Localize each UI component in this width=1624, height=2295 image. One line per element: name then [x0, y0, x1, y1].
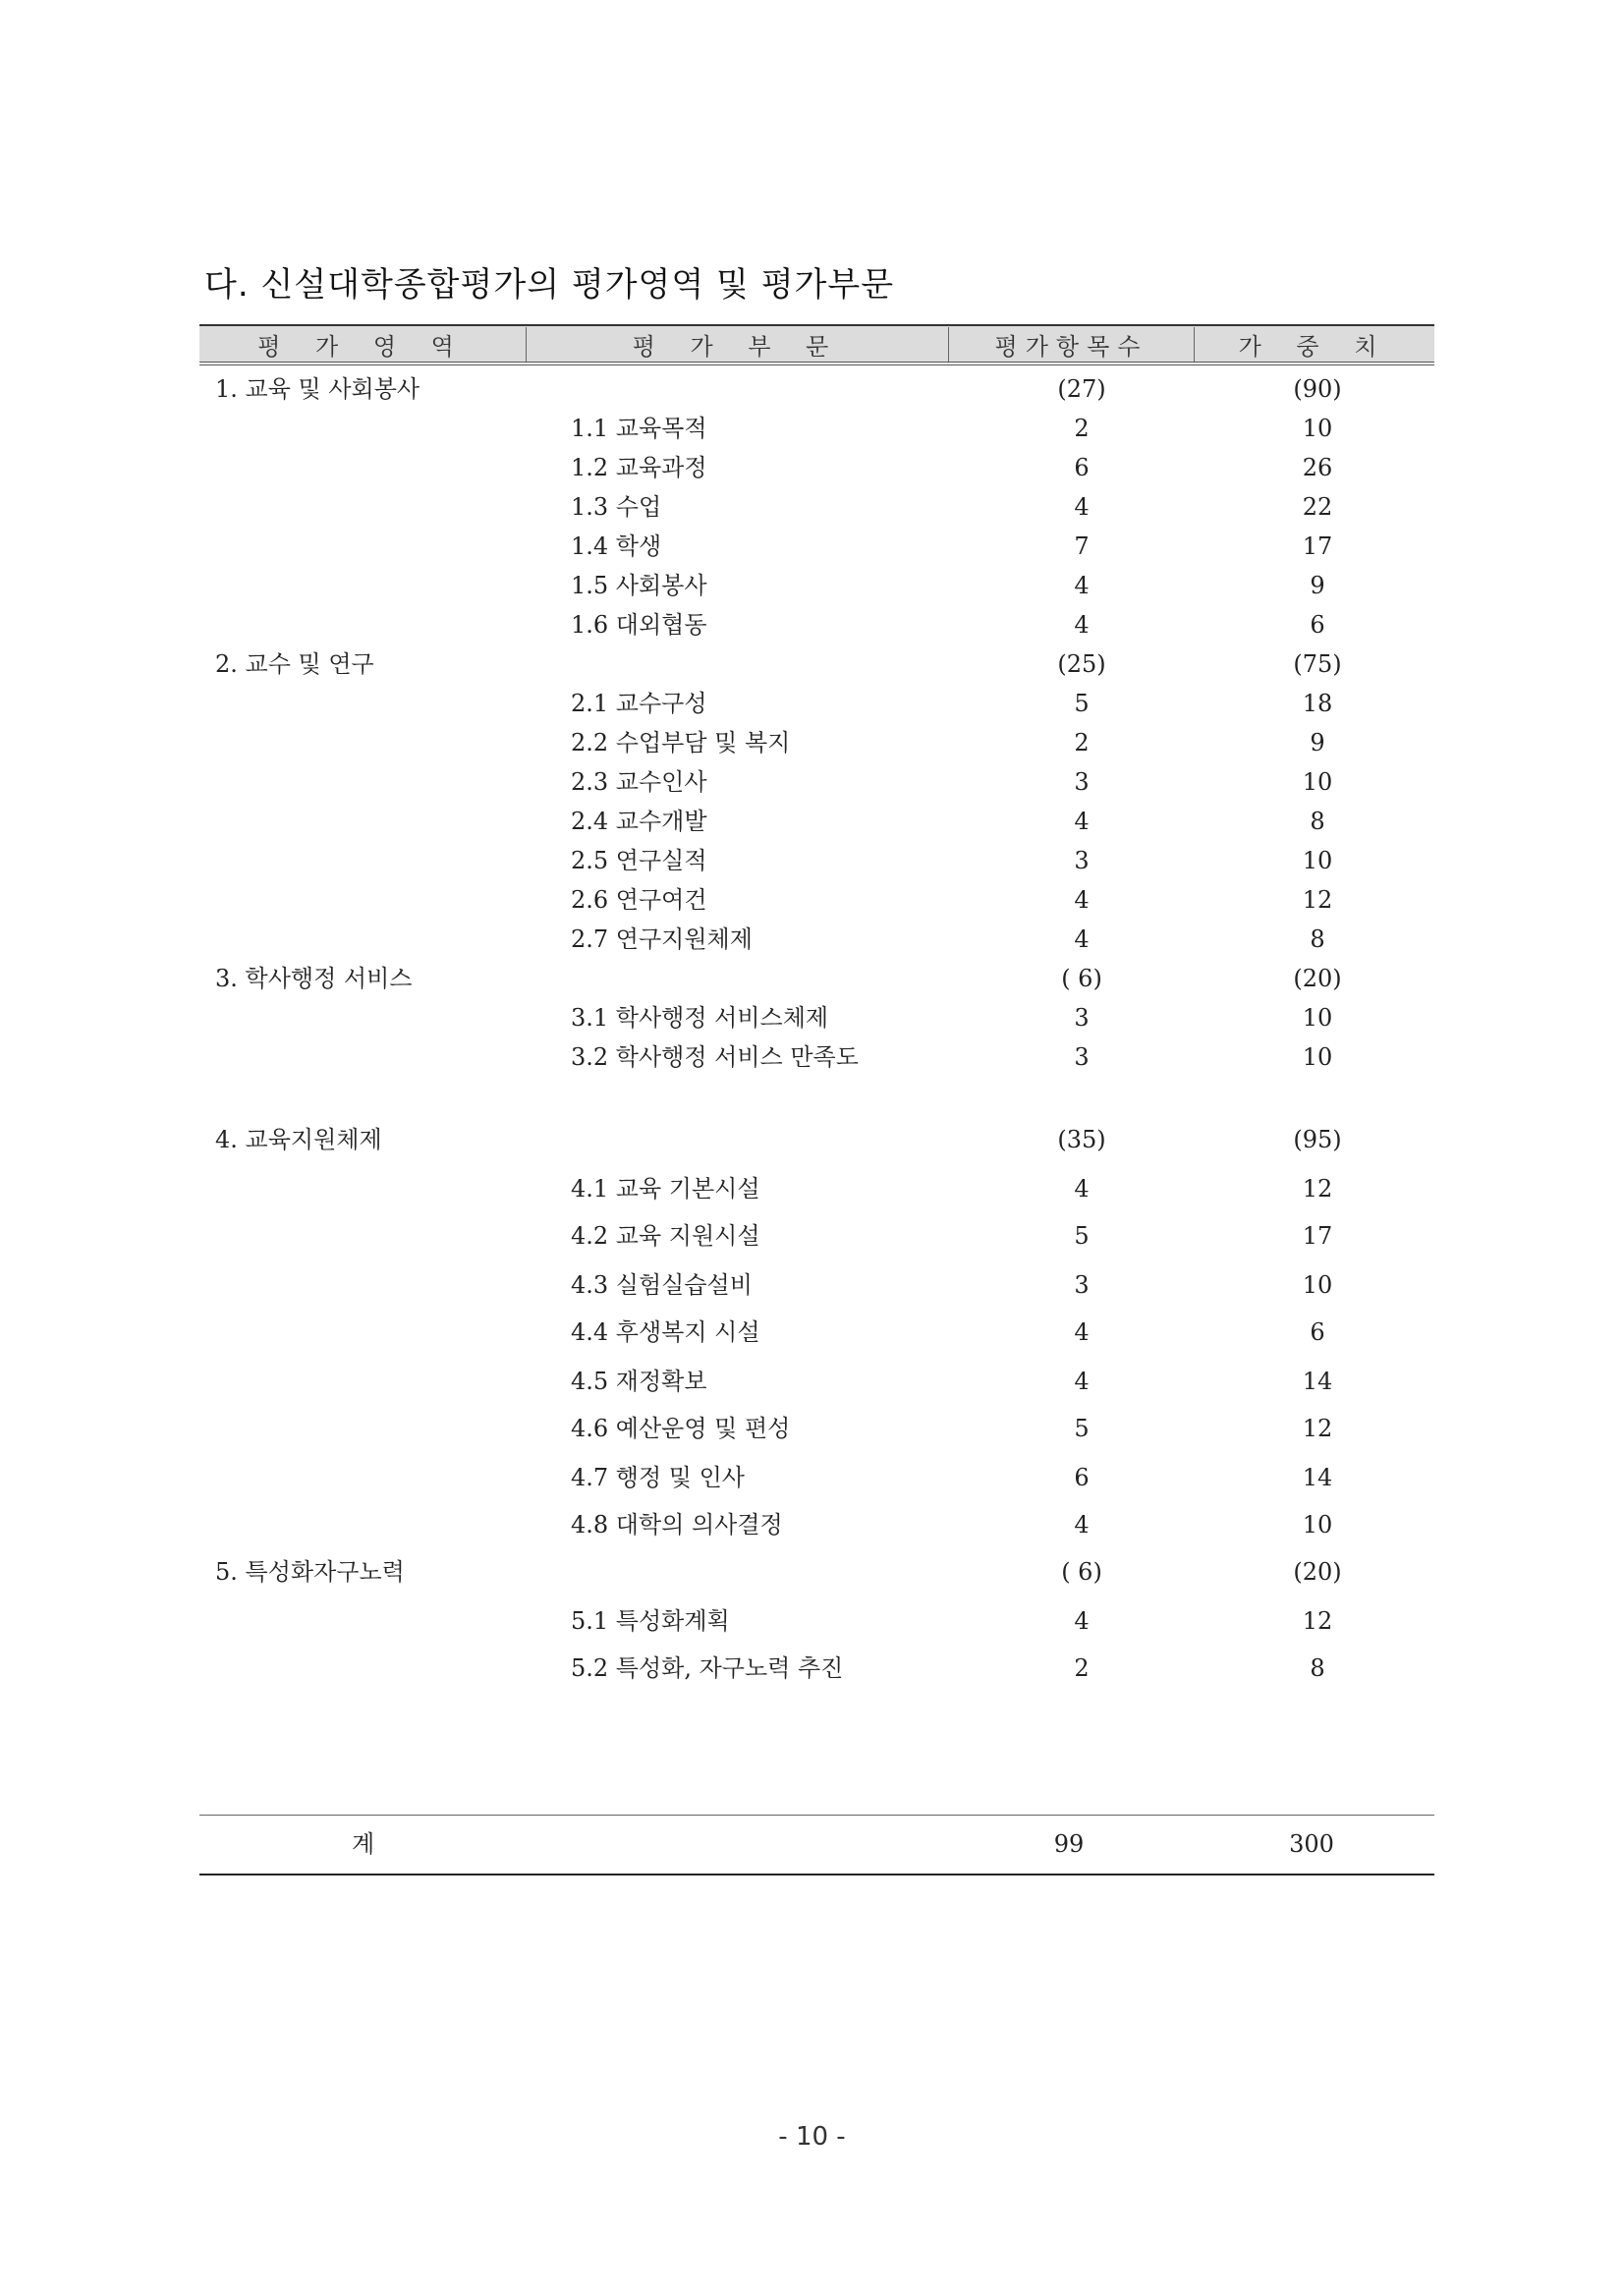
row-count: 5: [1074, 1415, 1090, 1442]
row-section: 4.5 재정확보: [571, 1368, 707, 1395]
row-weight: 18: [1302, 690, 1333, 717]
row-section: 4.3 실험실습설비: [571, 1271, 753, 1299]
row-weight: 10: [1302, 1004, 1333, 1032]
document-title: 다. 신설대학종합평가의 평가영역 및 평가부문: [204, 265, 895, 305]
row-section: 1.2 교육과정: [571, 454, 707, 481]
table-row: [199, 1649, 1434, 1688]
row-section: 2.6 연구여건: [571, 886, 707, 914]
row-count: 7: [1074, 532, 1090, 560]
table-row: [199, 998, 1434, 1037]
row-weight: (90): [1293, 375, 1342, 403]
row-section: 2.2 수업부담 및 복지: [571, 729, 791, 756]
row-weight: 22: [1302, 493, 1333, 521]
table-row: [199, 802, 1434, 841]
row-section: 4.2 교육 지원시설: [571, 1222, 760, 1250]
table-row: [199, 880, 1434, 920]
row-count: 5: [1074, 1222, 1090, 1250]
page-number: - 10 -: [778, 2122, 846, 2152]
row-section: 4.7 행정 및 인사: [571, 1464, 745, 1491]
row-section: 4.8 대학의 의사결정: [571, 1511, 783, 1539]
row-section: 5.2 특성화, 자구노력 추진: [571, 1654, 844, 1682]
header-rule: [199, 362, 1434, 363]
table-row: [199, 1458, 1434, 1497]
table-row: [199, 605, 1434, 644]
table-row: [199, 1313, 1434, 1352]
row-weight: 8: [1310, 925, 1325, 953]
table-row: [199, 1169, 1434, 1208]
row-weight: 12: [1302, 886, 1333, 914]
row-section: 4.6 예산운영 및 편성: [571, 1415, 791, 1442]
row-count: 4: [1074, 1175, 1090, 1203]
row-count: 6: [1074, 454, 1090, 481]
row-count: 4: [1074, 1368, 1090, 1395]
row-weight: 8: [1310, 1654, 1325, 1682]
row-area: 3. 학사행정 서비스: [215, 965, 413, 992]
row-section: 2.5 연구실적: [571, 847, 707, 874]
table-row: [199, 1409, 1434, 1448]
row-weight: 26: [1302, 454, 1333, 481]
table-row: [199, 1552, 1434, 1592]
row-weight: 12: [1302, 1175, 1333, 1203]
table-row: [199, 762, 1434, 802]
header-rule-double: [199, 364, 1434, 365]
row-count: 2: [1074, 415, 1090, 442]
table-row: [199, 527, 1434, 566]
row-area: 4. 교육지원체제: [215, 1126, 382, 1153]
table-row: [199, 1601, 1434, 1641]
row-count: 4: [1074, 1607, 1090, 1635]
row-count: 3: [1074, 1271, 1090, 1299]
row-count: (25): [1057, 650, 1106, 678]
row-area: 1. 교육 및 사회봉사: [215, 375, 420, 403]
table-header: [199, 326, 1434, 362]
table-row: [199, 448, 1434, 487]
row-count: 4: [1074, 1318, 1090, 1346]
row-weight: 10: [1302, 847, 1333, 874]
row-count: 3: [1074, 768, 1090, 796]
table-row: [199, 841, 1434, 880]
row-count: 2: [1074, 729, 1090, 756]
row-count: 4: [1074, 572, 1090, 599]
table-row: [199, 1362, 1434, 1401]
row-section: 2.7 연구지원체제: [571, 925, 753, 953]
table-row: [199, 723, 1434, 762]
row-count: 3: [1074, 1004, 1090, 1032]
total-count: 99: [1053, 1830, 1085, 1858]
row-count: 4: [1074, 886, 1090, 914]
row-weight: 10: [1302, 1511, 1333, 1539]
row-count: ( 6): [1061, 965, 1102, 992]
row-count: 4: [1074, 611, 1090, 639]
total-weight: 300: [1289, 1830, 1334, 1858]
row-count: 5: [1074, 690, 1090, 717]
row-count: 4: [1074, 1511, 1090, 1539]
header-area: 평 가 영 역: [199, 327, 527, 362]
row-count: 4: [1074, 808, 1090, 835]
row-weight: (75): [1293, 650, 1342, 678]
row-weight: 10: [1302, 415, 1333, 442]
row-weight: 14: [1302, 1368, 1333, 1395]
evaluation-table: [199, 324, 1434, 1682]
total-label: 계: [352, 1830, 375, 1858]
row-count: (27): [1057, 375, 1106, 403]
table-row: [199, 1505, 1434, 1544]
row-section: 1.4 학생: [571, 532, 662, 560]
row-section: 2.3 교수인사: [571, 768, 707, 796]
table-row: [199, 644, 1434, 684]
header-weight: 가 중 치: [1238, 332, 1391, 361]
row-section: 3.2 학사행정 서비스 만족도: [571, 1043, 859, 1071]
row-count: 4: [1074, 925, 1090, 953]
row-section: 1.6 대외협동: [571, 611, 707, 639]
row-count: 4: [1074, 493, 1090, 521]
row-section: 1.1 교육목적: [571, 415, 707, 442]
table-row: [199, 409, 1434, 448]
table-row: [199, 1037, 1434, 1077]
table-bottom-rule: [199, 1874, 1434, 1875]
row-count: 2: [1074, 1654, 1090, 1682]
row-weight: (20): [1293, 1558, 1342, 1586]
table-row: [199, 1265, 1434, 1305]
header-count: 평가항목수: [949, 327, 1195, 362]
row-section: 5.1 특성화계획: [571, 1607, 730, 1635]
row-weight: 6: [1310, 611, 1325, 639]
row-weight: 12: [1302, 1415, 1333, 1442]
table-row: [199, 566, 1434, 605]
row-weight: 14: [1302, 1464, 1333, 1491]
header-section: 평 가 부 문: [527, 327, 949, 362]
row-weight: 17: [1302, 1222, 1333, 1250]
table-row: [199, 1216, 1434, 1256]
row-weight: 10: [1302, 768, 1333, 796]
row-weight: 10: [1302, 1043, 1333, 1071]
row-weight: 9: [1310, 572, 1325, 599]
row-count: 6: [1074, 1464, 1090, 1491]
row-count: (35): [1057, 1126, 1106, 1153]
row-weight: (20): [1293, 965, 1342, 992]
row-section: 1.5 사회봉사: [571, 572, 707, 599]
table-row: [199, 1120, 1434, 1159]
table-row: [199, 487, 1434, 527]
row-weight: (95): [1293, 1126, 1342, 1153]
row-area: 5. 특성화자구노력: [215, 1558, 405, 1586]
total-row: [199, 1824, 1434, 1864]
row-weight: 17: [1302, 532, 1333, 560]
total-top-rule: [199, 1815, 1434, 1816]
row-weight: 12: [1302, 1607, 1333, 1635]
row-count: 3: [1074, 1043, 1090, 1071]
table-row: [199, 684, 1434, 723]
row-weight: 6: [1310, 1318, 1325, 1346]
table-row: [199, 369, 1434, 409]
row-weight: 8: [1310, 808, 1325, 835]
row-count: 3: [1074, 847, 1090, 874]
row-area: 2. 교수 및 연구: [215, 650, 374, 678]
row-weight: 10: [1302, 1271, 1333, 1299]
row-section: 4.4 후생복지 시설: [571, 1318, 760, 1346]
table-row: [199, 959, 1434, 998]
row-section: 2.4 교수개발: [571, 808, 707, 835]
table-row: [199, 920, 1434, 959]
row-weight: 9: [1310, 729, 1325, 756]
row-count: ( 6): [1061, 1558, 1102, 1586]
row-section: 4.1 교육 기본시설: [571, 1175, 760, 1203]
row-section: 3.1 학사행정 서비스체제: [571, 1004, 829, 1032]
row-section: 1.3 수업: [571, 493, 662, 521]
row-section: 2.1 교수구성: [571, 690, 707, 717]
